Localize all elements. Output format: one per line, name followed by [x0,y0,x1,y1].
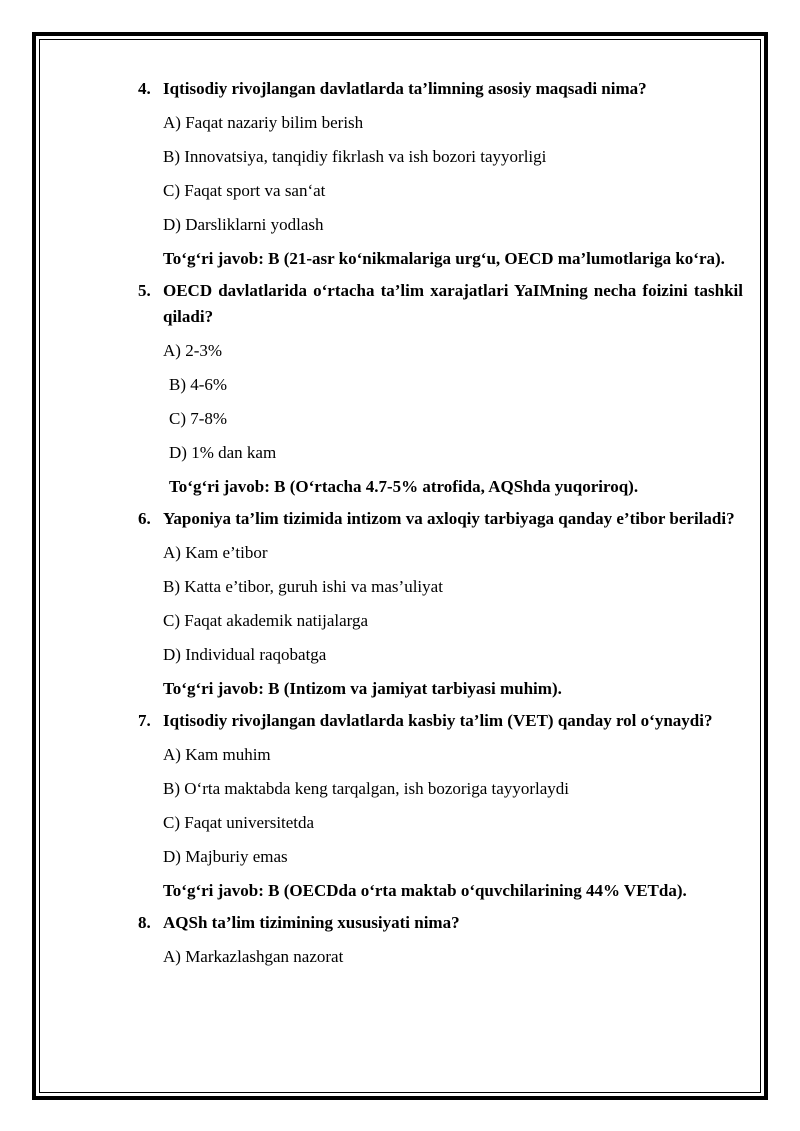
correct-answer: To‘g‘ri javob: B (21-asr ko‘nikmalariga urg‘u, OECD ma’lumotlariga ko‘ra). [163,249,725,268]
option-b: B) 4-6% [169,375,228,394]
option-c: C) Faqat akademik natijalarga [163,611,369,630]
question-text: 7. Iqtisodiy rivojlangan davlatlarda kasbiy ta’lim (VET) qanday rol o‘ynaydi? [138,708,743,734]
option-a: A) Faqat nazariy bilim berish [163,113,364,132]
question-5 [138,278,743,500]
correct-answer: To‘g‘ri javob: B (OECDda o‘rta maktab o‘quvchilarining 44% VETda). [163,881,687,900]
option-b: B) Innovatsiya, tanqidiy fikrlash va ish bozori tayyorligi [163,147,547,166]
question-7 [138,708,743,904]
question-number: 8. [138,913,151,932]
question-number: 7. [138,711,151,730]
option-a: A) Kam e’tibor [163,543,268,562]
question-text: 8. AQSh ta’lim tizimining xususiyati nima? [138,910,743,936]
question-number: 6. [138,509,151,528]
option-d: D) Individual raqobatga [163,645,327,664]
option-d: D) Darsliklarni yodlash [163,215,324,234]
correct-answer: To‘g‘ri javob: B (Intizom va jamiyat tarbiyasi muhim). [163,679,562,698]
question-text: 6. Yaponiya ta’lim tizimida intizom va axloqiy tarbiyaga qanday e’tibor beriladi? [138,506,743,532]
question-8 [138,910,743,970]
question-text: 4. Iqtisodiy rivojlangan davlatlarda ta’limning asosiy maqsadi nima? [138,76,743,102]
question-list [138,76,743,976]
option-c: C) 7-8% [169,409,228,428]
question-number: 4. [138,79,151,98]
question-number: 5. [138,281,151,300]
option-c: C) Faqat universitetda [163,813,315,832]
option-a: A) 2-3% [163,341,223,360]
option-d: D) Majburiy emas [163,847,288,866]
option-a: A) Kam muhim [163,745,271,764]
option-a: A) Markazlashgan nazorat [163,947,344,966]
option-c: C) Faqat sport va san‘at [163,181,326,200]
option-b: B) Katta e’tibor, guruh ishi va mas’uliyat [163,577,443,596]
option-d: D) 1% dan kam [169,443,277,462]
correct-answer: To‘g‘ri javob: B (O‘rtacha 4.7-5% atrofida, AQShda yuqoriroq). [169,477,639,496]
question-6 [138,506,743,702]
question-text: 5. OECD davlatlarida o‘rtacha ta’lim xarajatlari YaIMning necha foizini tashkil qiladi? [138,278,743,330]
question-4 [138,76,743,272]
option-b: B) O‘rta maktabda keng tarqalgan, ish bozoriga tayyorlaydi [163,779,569,798]
